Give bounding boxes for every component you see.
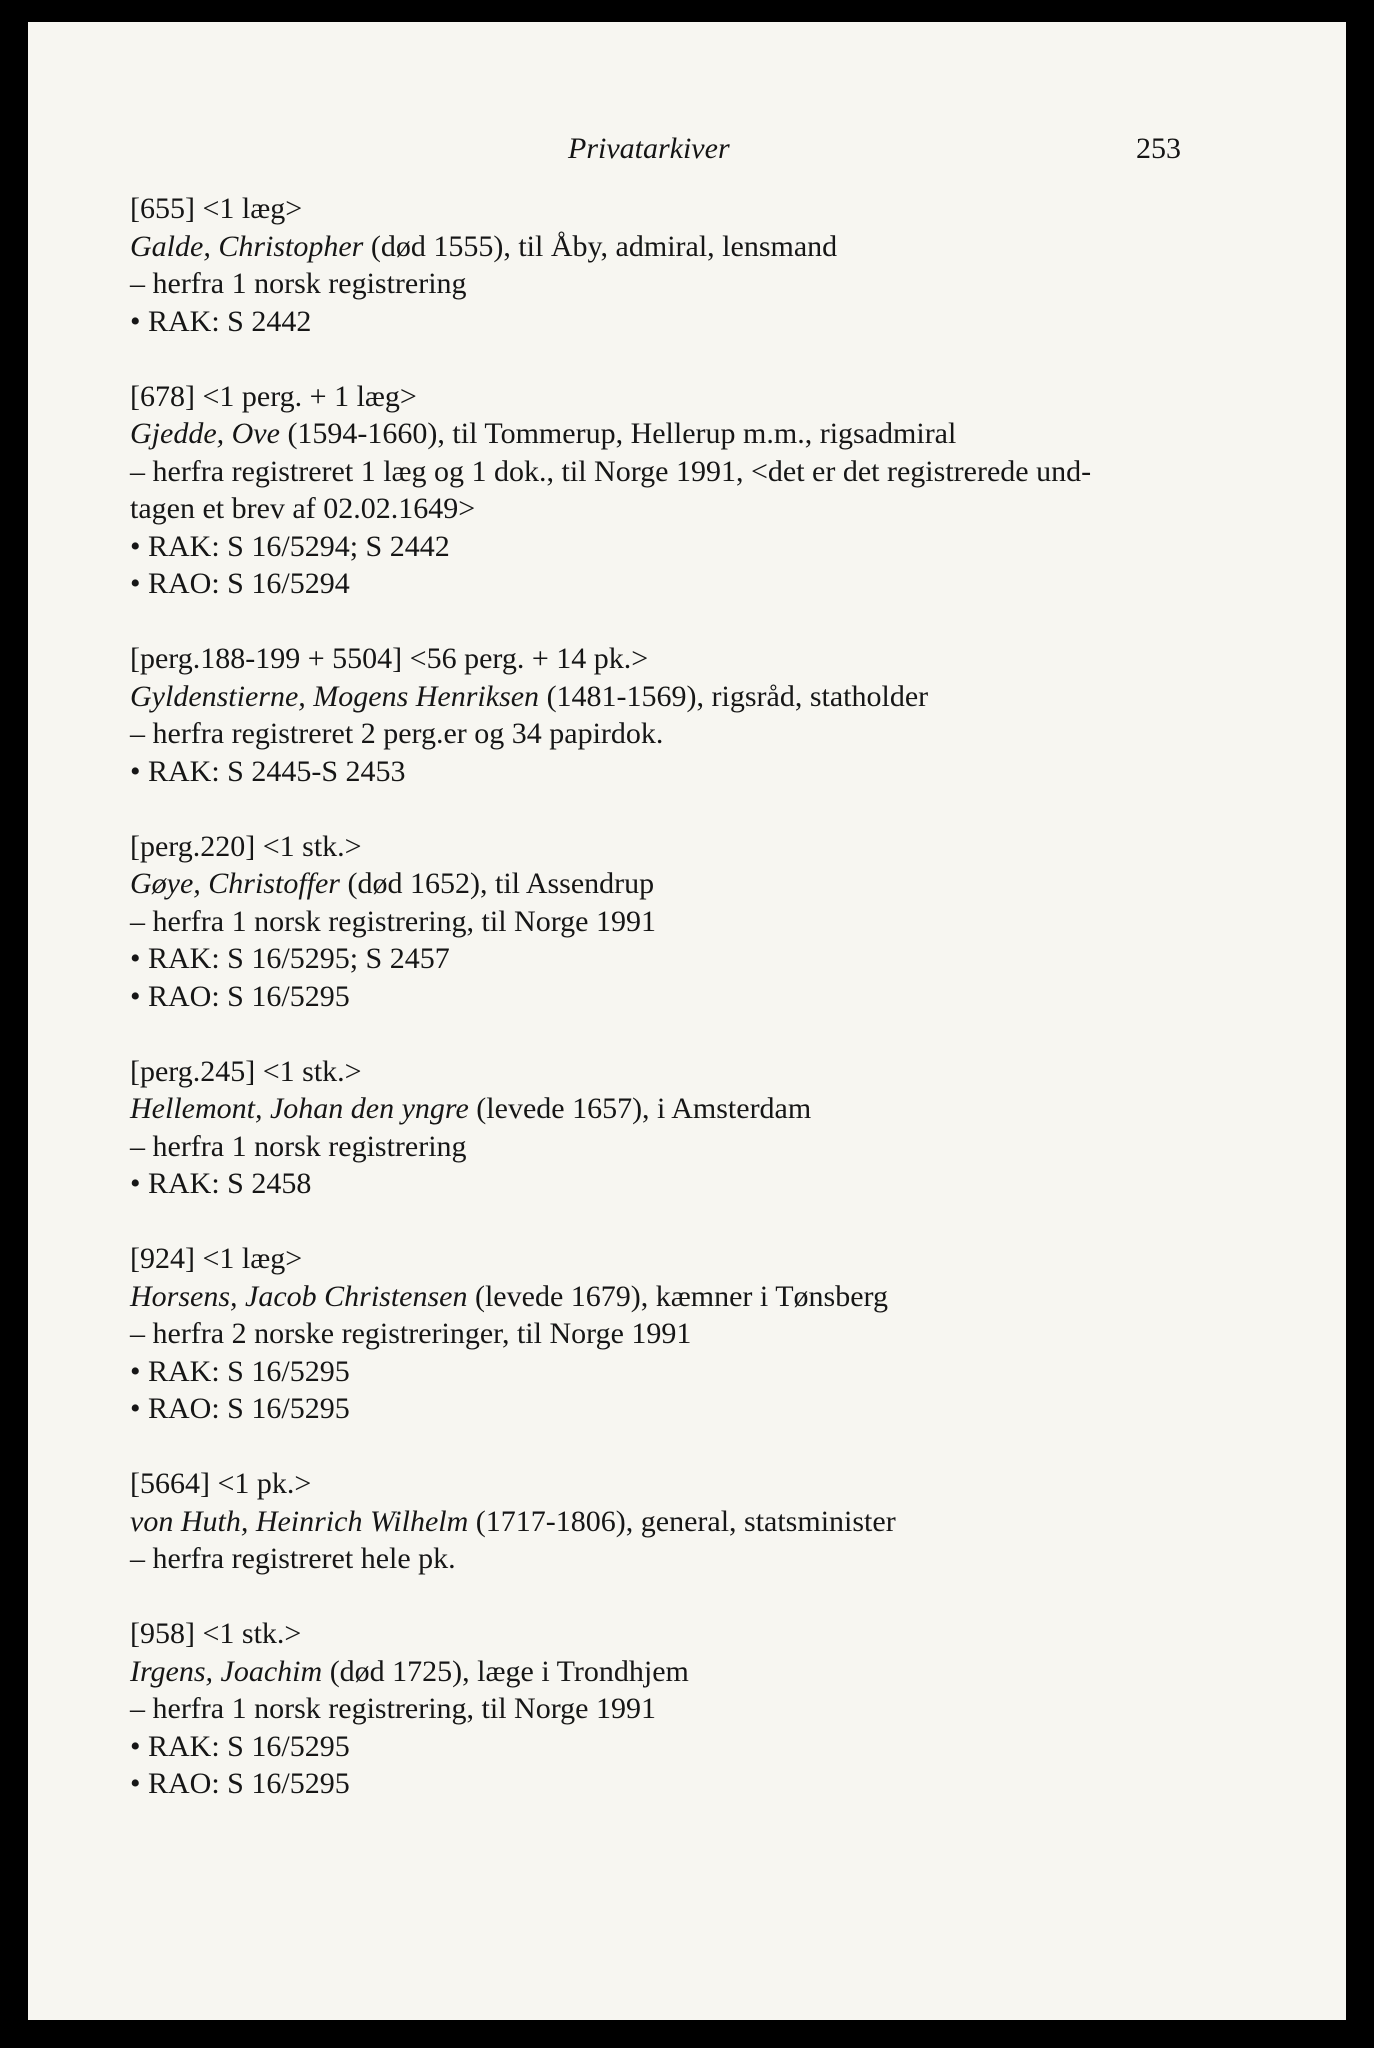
entry-heading — [130, 1090, 1240, 1128]
entry-reference: [958] <1 stk.> — [130, 1617, 302, 1650]
entry-heading — [130, 228, 1240, 266]
person-description: (levede 1657), i Amsterdam — [468, 1092, 812, 1125]
person-name: Hellemont, Johan den yngre — [130, 1092, 469, 1125]
person-name: Horsens, Jacob Christensen — [130, 1279, 468, 1313]
entry-list — [130, 190, 1240, 1840]
person-description: (død 1652), til Assendrup — [340, 867, 655, 900]
page-number: 253 — [1136, 132, 1181, 165]
entry-line: – herfra registreret hele pk. — [130, 1542, 456, 1575]
entry-line: • RAK: S 16/5295 — [130, 1354, 350, 1388]
entry-reference: [924] <1 læg> — [130, 1242, 303, 1275]
entry-line: – herfra 2 norske registreringer, til Norge 1991 — [130, 1317, 692, 1350]
person-description: (1594-1660), til Tommerup, Hellerup m.m., rigsadmiral — [279, 417, 957, 450]
entry-reference: [perg.220] <1 stk.> — [130, 829, 362, 863]
entry-line: • RAO: S 16/5295 — [130, 1392, 350, 1425]
archive-entry — [130, 378, 1240, 603]
person-description: (død 1725), læge i Trondhjem — [322, 1654, 689, 1688]
archive-entry — [130, 190, 1240, 340]
entry-line: • RAK: S 16/5295; S 2457 — [130, 942, 450, 975]
person-name: Gyldenstierne, Mogens Henriksen — [130, 679, 540, 713]
entry-line: • RAK: S 2458 — [130, 1167, 312, 1200]
document-page — [28, 22, 1346, 2020]
entry-line: – herfra 1 norsk registrering, til Norge 1991 — [130, 904, 656, 938]
entry-heading — [130, 865, 1240, 903]
archive-entry — [130, 828, 1240, 1016]
entry-heading — [130, 1503, 1240, 1541]
entry-reference: [5664] <1 pk.> — [130, 1467, 312, 1500]
entry-line: • RAO: S 16/5295 — [130, 979, 350, 1013]
archive-entry — [130, 640, 1240, 790]
person-description: (død 1555), til Åby, admiral, lensmand — [363, 229, 838, 263]
page-header — [28, 112, 1346, 172]
person-description: (levede 1679), kæmner i Tønsberg — [467, 1279, 888, 1313]
archive-entry — [130, 1240, 1240, 1428]
entry-line: • RAK: S 16/5294; S 2442 — [130, 529, 450, 563]
entry-heading — [130, 415, 1240, 453]
entry-heading — [130, 1278, 1240, 1316]
person-name: Gjedde, Ove — [130, 417, 280, 450]
running-title: Privatarkiver — [568, 132, 730, 165]
archive-entry — [130, 1053, 1240, 1203]
archive-entry — [130, 1465, 1240, 1578]
entry-heading — [130, 1653, 1240, 1691]
entry-heading — [130, 678, 1240, 716]
entry-reference: [678] <1 perg. + 1 læg> — [130, 379, 417, 413]
entry-line: – herfra registreret 2 perg.er og 34 papirdok. — [130, 717, 664, 750]
archive-entry — [130, 1615, 1240, 1803]
person-description: (1481-1569), rigsråd, statholder — [539, 679, 929, 713]
entry-reference: [655] <1 læg> — [130, 192, 303, 225]
entry-line: • RAK: S 2445-S 2453 — [130, 754, 406, 788]
person-name: Galde, Christopher — [130, 229, 364, 263]
entry-line: tagen et brev af 02.02.1649> — [130, 492, 476, 525]
person-name: von Huth, Heinrich Wilhelm — [130, 1504, 469, 1538]
person-name: Gøye, Christoffer — [130, 867, 340, 900]
entry-reference: [perg.188-199 + 5504] <56 perg. + 14 pk.> — [130, 642, 649, 675]
entry-line: • RAK: S 16/5295 — [130, 1729, 350, 1763]
entry-line: • RAO: S 16/5295 — [130, 1767, 350, 1800]
entry-line: – herfra 1 norsk registrering — [130, 1129, 467, 1163]
entry-line: – herfra 1 norsk registrering, til Norge 1991 — [130, 1692, 656, 1725]
person-name: Irgens, Joachim — [130, 1654, 323, 1688]
entry-line: – herfra 1 norsk registrering — [130, 267, 467, 300]
person-description: (1717-1806), general, statsminister — [468, 1504, 896, 1538]
entry-reference: [perg.245] <1 stk.> — [130, 1054, 362, 1088]
entry-line: • RAO: S 16/5294 — [130, 567, 350, 600]
entry-line: – herfra registreret 1 læg og 1 dok., til Norge 1991, <det er det registrerede und- — [130, 454, 1092, 488]
entry-line: • RAK: S 2442 — [130, 304, 312, 338]
